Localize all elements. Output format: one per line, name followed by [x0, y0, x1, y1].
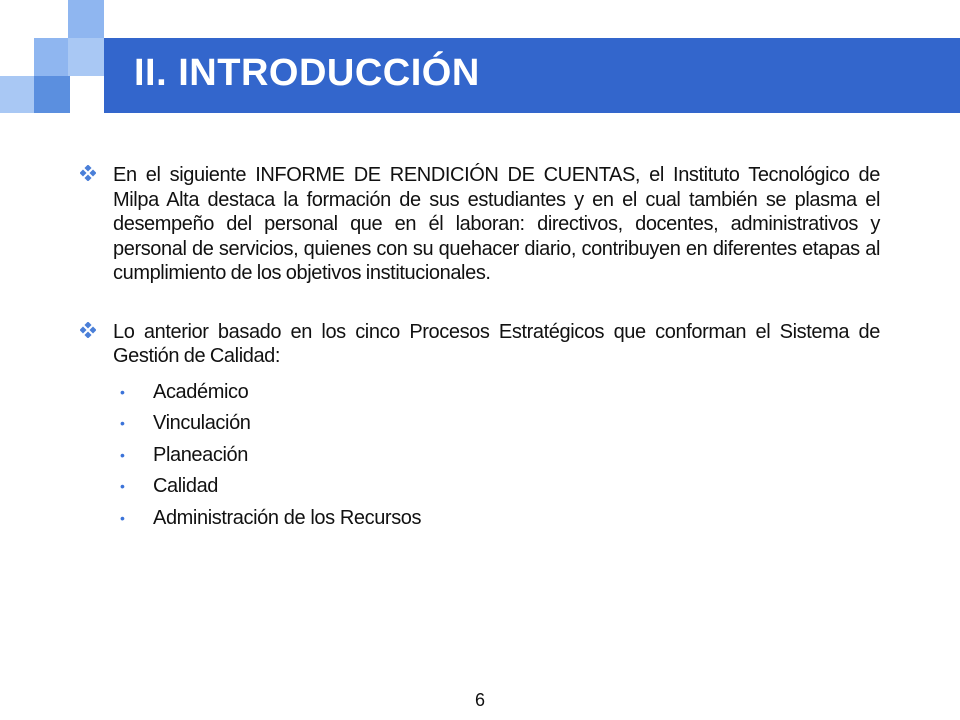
bullet-paragraph-intro: [80, 163, 880, 286]
diamond-bullet-icon: [80, 165, 96, 181]
list-item-label: Vinculación: [153, 412, 251, 434]
title-bar: [104, 38, 960, 113]
list-item: [80, 408, 880, 440]
bullet-dot-icon: •: [120, 509, 125, 526]
list-item-label: Administración de los Recursos: [153, 506, 422, 529]
decorative-square: [68, 0, 104, 38]
decorative-square: [68, 38, 104, 76]
bullet-dot-icon: •: [120, 446, 125, 463]
slide-content: [80, 163, 880, 534]
list-item-label: Académico: [153, 380, 249, 403]
paragraph-text: Lo anterior basado en los cinco Procesos Estratégicos que conforman el Sistema de Gestión de Calidad:: [113, 320, 880, 367]
bullet-paragraph-processes: [80, 320, 880, 369]
process-list: [80, 377, 880, 535]
bullet-dot-icon: •: [120, 478, 125, 494]
bullet-dot-icon: •: [120, 383, 125, 400]
decorative-square: [34, 38, 70, 76]
list-item-label: Planeación: [153, 443, 248, 466]
decorative-square: [0, 76, 34, 113]
decorative-square: [34, 76, 70, 113]
bullet-dot-icon: •: [120, 415, 125, 431]
list-item: [80, 377, 880, 409]
list-item-label: Calidad: [153, 475, 219, 497]
list-item: [80, 471, 880, 503]
diamond-bullet-icon: [80, 322, 96, 338]
slide-title: II. INTRODUCCIÓN: [134, 52, 480, 94]
list-item: [80, 503, 880, 535]
page-number: 6: [474, 690, 485, 710]
list-item: [80, 440, 880, 472]
paragraph-text: En el siguiente INFORME DE RENDICIÓN DE CUENTAS, el Instituto Tecnológico de Milpa Alta destaca la formación de sus estudiantes y en el cual también se plasma el desempeño del personal que en él laboran: directivos, docentes, administrativos y personal de servicios, quienes con su quehacer diario, contribuyen en diferentes etapas al cumplimiento de los objetivos institucionales.: [113, 164, 880, 284]
